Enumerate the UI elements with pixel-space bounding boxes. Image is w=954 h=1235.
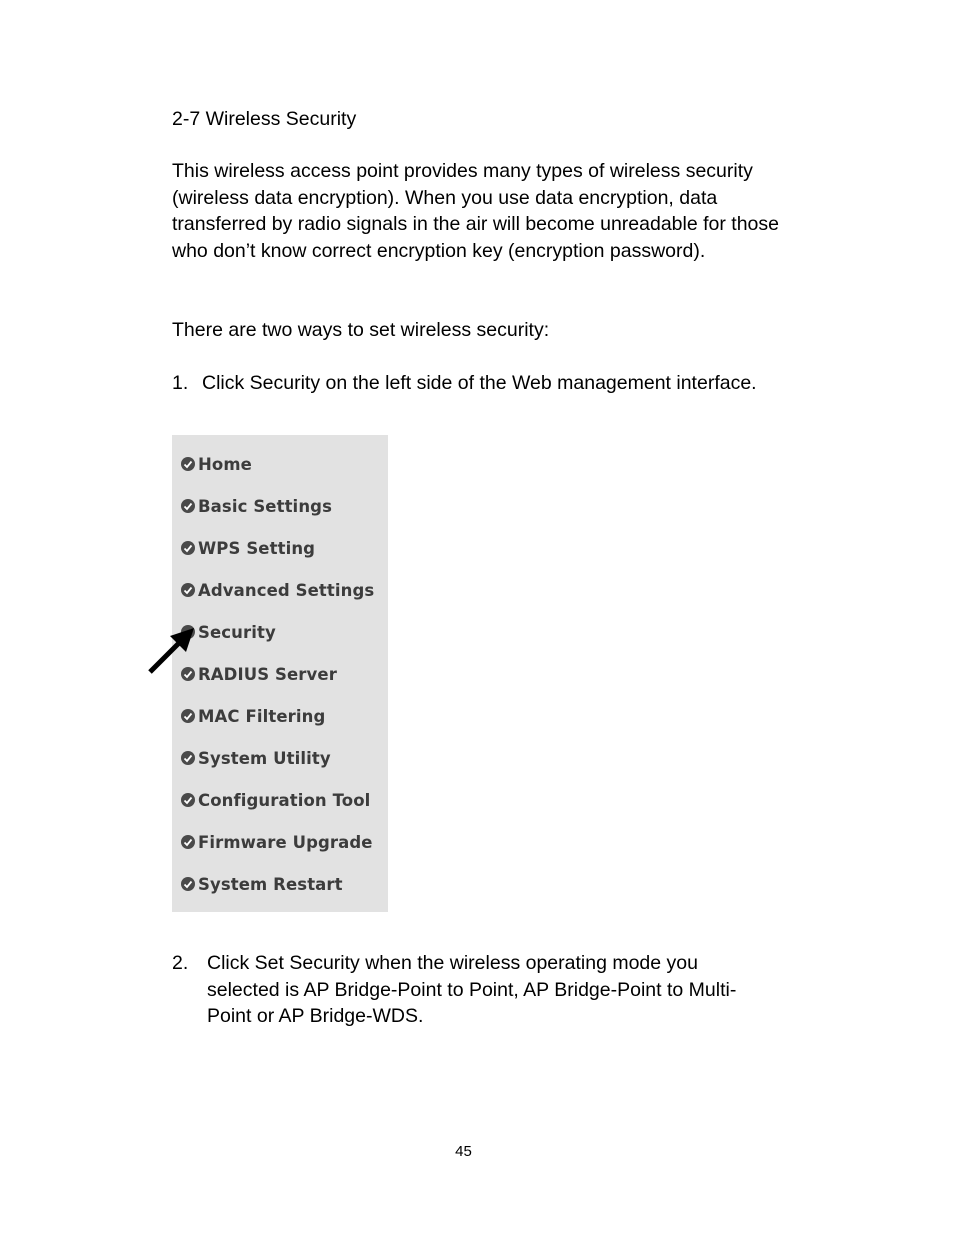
check-circle-icon	[181, 793, 195, 807]
step-1	[172, 370, 802, 397]
check-circle-icon	[181, 541, 195, 555]
sidebar-item-wps-setting[interactable]	[181, 536, 315, 560]
check-circle-icon	[181, 751, 195, 765]
sidebar-item-firmware-upgrade[interactable]	[181, 830, 373, 854]
section-heading: 2-7 Wireless Security	[172, 108, 357, 130]
check-circle-icon	[181, 709, 195, 723]
sidebar-item-mac-filtering[interactable]	[181, 704, 325, 728]
sidebar-item-home[interactable]	[181, 452, 252, 476]
sidebar-item-label: Firmware Upgrade	[198, 832, 373, 852]
sidebar-item-basic-settings[interactable]	[181, 494, 332, 518]
check-circle-icon	[181, 499, 195, 513]
sidebar-item-advanced-settings[interactable]	[181, 578, 374, 602]
step-2	[172, 950, 772, 1030]
intro-paragraph: This wireless access point provides many types of wireless security (wireless data encryption). When you use data encryption, data transferred by radio signals in the air will become unreadable for those who don’t know correct encryption key (encryption password).	[172, 160, 779, 262]
step-text: Click Set Security when the wireless operating mode you selected is AP Bridge-Point to Point, AP Bridge-Point to Multi-Point or AP Bridge-WDS.	[207, 952, 737, 1027]
sidebar-item-label: Home	[198, 454, 252, 474]
check-circle-icon	[181, 583, 195, 597]
check-circle-icon	[181, 835, 195, 849]
sidebar-item-system-restart[interactable]	[181, 872, 343, 896]
check-circle-icon	[181, 877, 195, 891]
sidebar-item-label: Configuration Tool	[198, 790, 371, 810]
step-text: Click Security on the left side of the Web management interface.	[202, 372, 757, 394]
sidebar-item-label: Basic Settings	[198, 496, 332, 516]
sidebar-item-label: WPS Setting	[198, 538, 316, 558]
step-number: 2.	[172, 952, 189, 974]
sidebar-item-system-utility[interactable]	[181, 746, 331, 770]
arrow-pointer-icon	[142, 620, 202, 680]
sidebar-item-label: MAC Filtering	[198, 706, 326, 726]
sidebar-item-configuration-tool[interactable]	[181, 788, 370, 812]
sidebar-item-label: Advanced Settings	[198, 580, 375, 600]
step-number: 1.	[172, 372, 189, 394]
sidebar-item-label: System Utility	[198, 748, 331, 768]
page-number: 45	[455, 1143, 472, 1160]
check-circle-icon	[181, 457, 195, 471]
ways-paragraph: There are two ways to set wireless security:	[172, 319, 550, 341]
sidebar-item-label: Security	[198, 622, 276, 642]
sidebar-menu-screenshot	[172, 435, 388, 912]
sidebar-item-radius-server[interactable]	[181, 662, 337, 686]
sidebar-item-label: RADIUS Server	[198, 664, 337, 684]
sidebar-item-label: System Restart	[198, 874, 343, 894]
